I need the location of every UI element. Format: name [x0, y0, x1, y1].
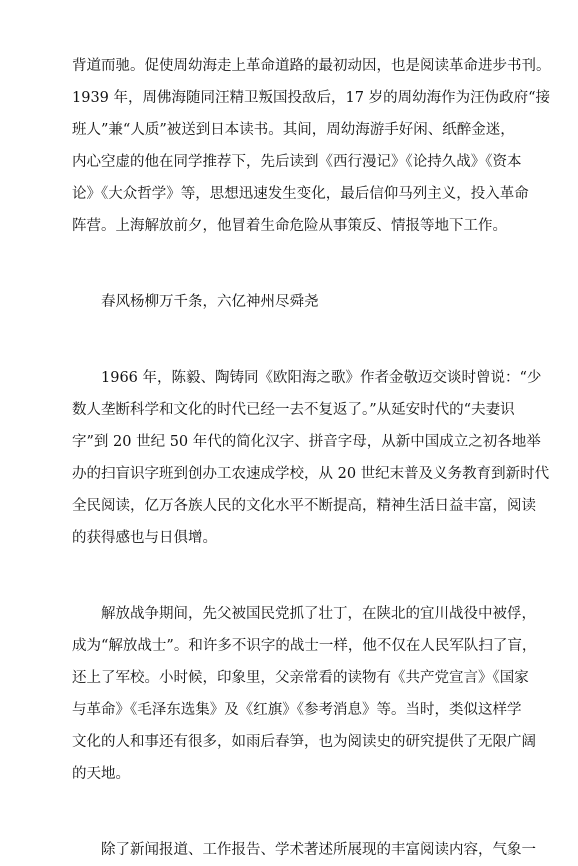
text-line: 文化的人和事还有很多，如雨后春笋，也为阅读史的研究提供了无限广阔: [72, 734, 536, 750]
text-line: 的天地。: [72, 766, 130, 782]
text-line: 除了新闻报道、工作报告、学术著述所展现的丰富阅读内容，气象一: [101, 842, 536, 858]
text-line: 解放战争期间，先父被国民党抓了壮丁，在陕北的宜川战役中被俘，: [101, 606, 536, 622]
paragraph-1966: [72, 362, 550, 554]
text-line: 还上了军校。小时候，印象里，父亲常看的读物有《共产党宣言》《国家: [72, 670, 529, 686]
text-line: 1966 年，陈毅、陶铸同《欧阳海之歌》作者金敬迈交谈时曾说：“少: [101, 370, 542, 386]
paragraph-gap: [72, 318, 508, 362]
text-line: 全民阅读，亿万各族人民的文化水平不断提高，精神生活日益丰富，阅读: [72, 498, 536, 514]
text-line: 班人”兼“人质”被送到日本读书。其间，周幼海游手好闲、纸醉金迷，: [72, 122, 515, 138]
paragraph-gap: [72, 554, 508, 598]
text-line: 阵营。上海解放前夕，他冒着生命危险从事策反、情报等地下工作。: [72, 218, 507, 234]
text-line: 办的扫盲识字班到创办工农速成学校，从 20 世纪末普及义务教育到新时代: [72, 466, 550, 482]
text-line: 数人垄断科学和文化的时代已经一去不复返了。”从延安时代的“夫妻识: [72, 402, 515, 418]
text-line: 背道而驰。促使周幼海走上革命道路的最初动因，也是阅读革命进步书刊。: [72, 58, 551, 74]
text-line: 内心空虚的他在同学推荐下，先后读到《西行漫记》《论持久战》《资本: [72, 154, 522, 170]
paragraph-father: [72, 598, 537, 790]
document-page: [72, 50, 551, 866]
text-line: 论》《大众哲学》等，思想迅速发生变化，最后信仰马列主义，投入革命: [72, 186, 529, 202]
paragraph-gap: [72, 790, 508, 834]
text-line: 的获得感也与日俱增。: [72, 530, 217, 546]
text-line: 字”到 20 世纪 50 年代的简化汉字、拼音字母，从新中国成立之初各地举: [72, 434, 541, 450]
text-line: 成为“解放战士”。和许多不识字的战士一样，他不仅在人民军队扫了盲，: [72, 638, 537, 654]
section-heading: 春风杨柳万千条，六亿神州尽舜尧: [101, 294, 319, 310]
paragraph-final: [72, 834, 536, 866]
paragraph-gap: [72, 242, 508, 286]
text-line: 1939 年，周佛海随同汪精卫叛国投敌后，17 岁的周幼海作为汪伪政府“接: [72, 90, 550, 106]
paragraph-zhou-youhai: [72, 50, 551, 242]
text-line: 与革命》《毛泽东选集》及《红旗》《参考消息》等。当时，类似这样学: [72, 702, 522, 718]
